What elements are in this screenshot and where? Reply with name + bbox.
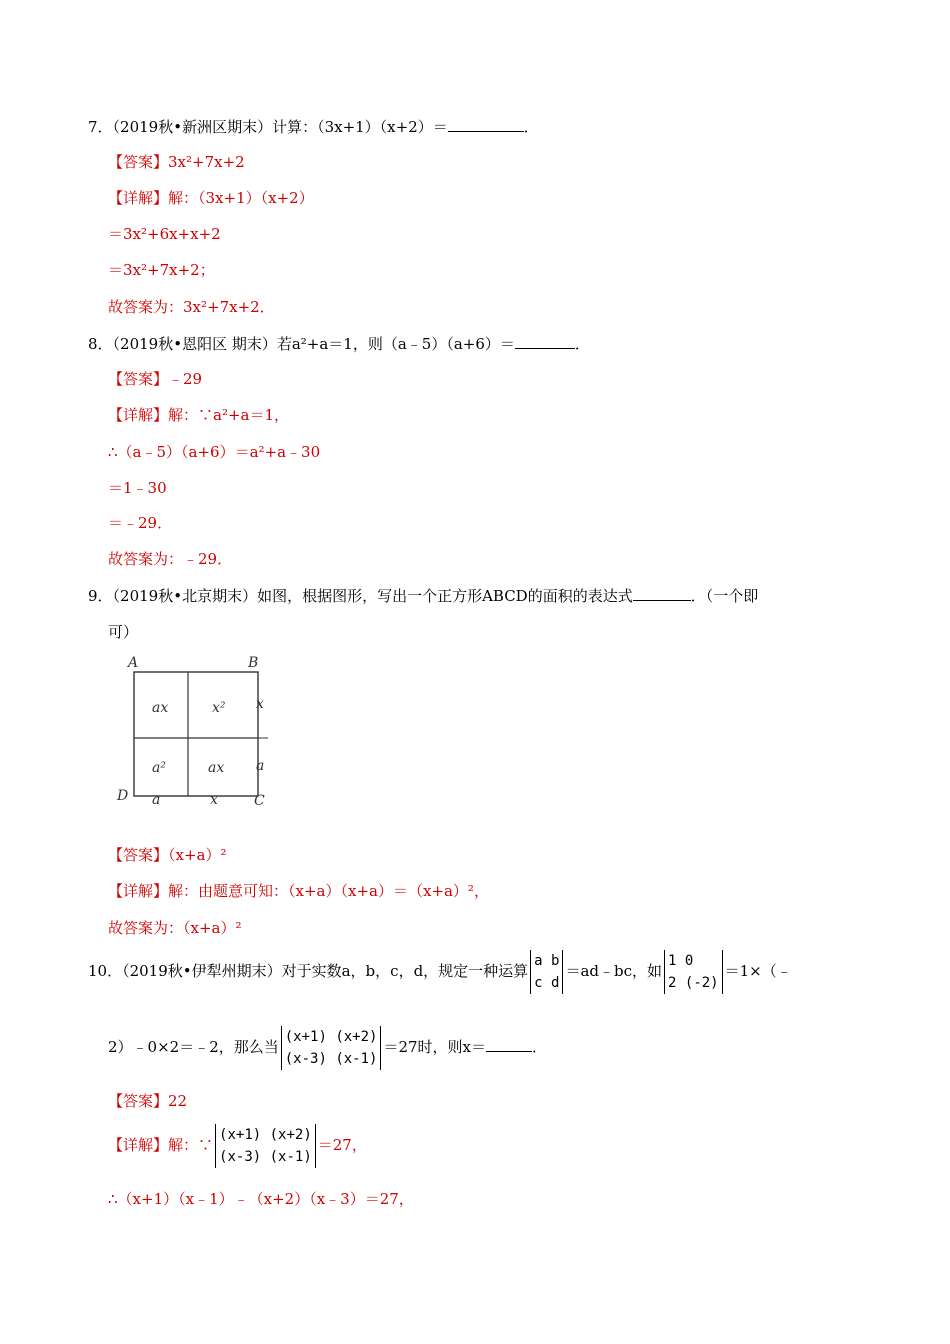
q8-stem: （2019秋•恩阳区 期末）若a²+a＝1，则（a﹣5）（a+6）＝ bbox=[112, 335, 515, 353]
square-outline bbox=[134, 672, 258, 796]
determinant-row: (x-3) (x-1) bbox=[219, 1149, 312, 1165]
q7-stem: （2019秋•新洲区期末）计算：（3x+1）（x+2）＝ bbox=[112, 118, 448, 136]
q8-answer-blank[interactable] bbox=[515, 332, 575, 349]
detail-determinant bbox=[215, 1124, 316, 1168]
q9-answer: （x+a）² bbox=[168, 846, 227, 864]
q8-answer: ﹣29 bbox=[168, 370, 203, 388]
q8-number: 8． bbox=[88, 335, 113, 353]
q8-answer-line bbox=[108, 368, 202, 390]
q9-stem: （2019秋•北京期末）如图，根据图形，写出一个正方形ABCD的面积的表达式 bbox=[112, 587, 633, 605]
q10-stem-line bbox=[88, 950, 792, 994]
q7-answer-blank[interactable] bbox=[448, 115, 524, 132]
determinant-row: (x+1) (x+2) bbox=[219, 1127, 312, 1143]
q10-stem-line2 bbox=[108, 1026, 547, 1070]
definition-determinant bbox=[530, 950, 563, 994]
q9-detail: 解：由题意可知：（x+a）（x+a）＝（x+a）²， bbox=[168, 882, 489, 900]
q10-answer-blank[interactable] bbox=[486, 1035, 532, 1052]
corner-c-label: C bbox=[254, 793, 265, 809]
q8-step2: ＝1﹣30 bbox=[108, 479, 167, 497]
q10-stem-b: ＝ad﹣bc，如 bbox=[565, 962, 663, 980]
q10-stem-a: （2019秋•伊犁州期末）对于实数a，b，c，d，规定一种运算 bbox=[122, 962, 529, 980]
q9-stem-line bbox=[88, 584, 758, 607]
cell-top-right-label: x² bbox=[212, 700, 226, 716]
q7-number: 7． bbox=[88, 118, 113, 136]
q10-number: 10． bbox=[88, 962, 123, 980]
q9-answer-line bbox=[108, 844, 227, 866]
square-abcd-figure bbox=[112, 654, 282, 814]
determinant-row: (x+1) (x+2) bbox=[284, 1029, 378, 1045]
q7-period: ． bbox=[523, 118, 539, 136]
answer-label: 【答案】 bbox=[108, 1092, 169, 1110]
q7-step2: ＝3x²+7x+2； bbox=[108, 261, 215, 279]
detail-label: 【详解】 bbox=[108, 189, 169, 207]
q7-step1: ＝3x²+6x+x+2 bbox=[108, 225, 221, 243]
cell-bottom-left-label: a² bbox=[152, 760, 166, 776]
detail-label: 【详解】 bbox=[108, 882, 169, 900]
base-right-label: x bbox=[210, 792, 218, 808]
q8-period: ． bbox=[574, 335, 590, 353]
cell-top-left-label: ax bbox=[152, 700, 169, 716]
answer-label: 【答案】 bbox=[108, 370, 169, 388]
q10-detail-post: ＝27， bbox=[317, 1136, 367, 1154]
answer-label: 【答案】 bbox=[108, 153, 169, 171]
answer-label: 【答案】 bbox=[108, 846, 169, 864]
q9-conclusion: 故答案为：（x+a）² bbox=[108, 919, 242, 937]
corner-b-label: B bbox=[248, 655, 259, 671]
q8-stem-line bbox=[88, 332, 590, 355]
determinant-row: (x-3) (x-1) bbox=[284, 1051, 378, 1067]
q8-step3: ＝﹣29． bbox=[108, 514, 173, 532]
q8-conclusion: 故答案为：﹣29． bbox=[108, 550, 233, 568]
q9-detail-line bbox=[108, 880, 489, 902]
determinant-row: a b bbox=[534, 953, 560, 969]
side-top-label: x bbox=[256, 696, 264, 712]
example-determinant bbox=[664, 950, 723, 994]
side-bottom-label: a bbox=[256, 758, 265, 774]
q10-answer: 22 bbox=[168, 1092, 188, 1110]
q10-period: ． bbox=[532, 1038, 548, 1056]
q9-stem-cont: 可） bbox=[108, 623, 139, 641]
q8-detail-line bbox=[108, 404, 289, 426]
q7-detail-line bbox=[108, 187, 314, 209]
determinant-row: 2 (-2) bbox=[668, 975, 719, 991]
q10-detail-line bbox=[108, 1124, 367, 1168]
q9-number: 9． bbox=[88, 587, 113, 605]
q9-answer-blank[interactable] bbox=[633, 584, 691, 601]
q8-detail-intro: 解：∵a²+a＝1， bbox=[168, 406, 290, 424]
q10-detail-pre: 解：∵ bbox=[168, 1136, 214, 1154]
q10-line2-b: ＝27时，则x＝ bbox=[383, 1038, 487, 1056]
q9-stem-tail: ．（一个即 bbox=[690, 587, 759, 605]
condition-determinant bbox=[281, 1026, 382, 1070]
cell-bottom-right-label: ax bbox=[208, 760, 225, 776]
q10-step1: ∴（x+1）（x﹣1）﹣（x+2）（x﹣3）＝27， bbox=[108, 1190, 414, 1208]
determinant-row: c d bbox=[534, 975, 560, 991]
base-left-label: a bbox=[152, 792, 161, 808]
q8-step1: ∴（a﹣5）（a+6）＝a²+a﹣30 bbox=[108, 443, 321, 461]
detail-label: 【详解】 bbox=[108, 1136, 169, 1154]
q7-stem-line bbox=[88, 115, 539, 138]
q10-line2-a: 2）﹣0×2＝﹣2，那么当 bbox=[108, 1038, 279, 1056]
q7-answer-line bbox=[108, 151, 245, 173]
corner-d-label: D bbox=[117, 788, 129, 804]
q7-detail-intro: 解：（3x+1）（x+2） bbox=[168, 189, 314, 207]
detail-label: 【详解】 bbox=[108, 406, 169, 424]
q10-answer-line bbox=[108, 1090, 187, 1112]
corner-a-label: A bbox=[128, 655, 139, 671]
determinant-row: 1 0 bbox=[668, 953, 694, 969]
q7-conclusion: 故答案为：3x²+7x+2． bbox=[108, 298, 275, 316]
q7-answer: 3x²+7x+2 bbox=[168, 153, 245, 171]
q10-stem-c: ＝1×（﹣ bbox=[724, 962, 792, 980]
